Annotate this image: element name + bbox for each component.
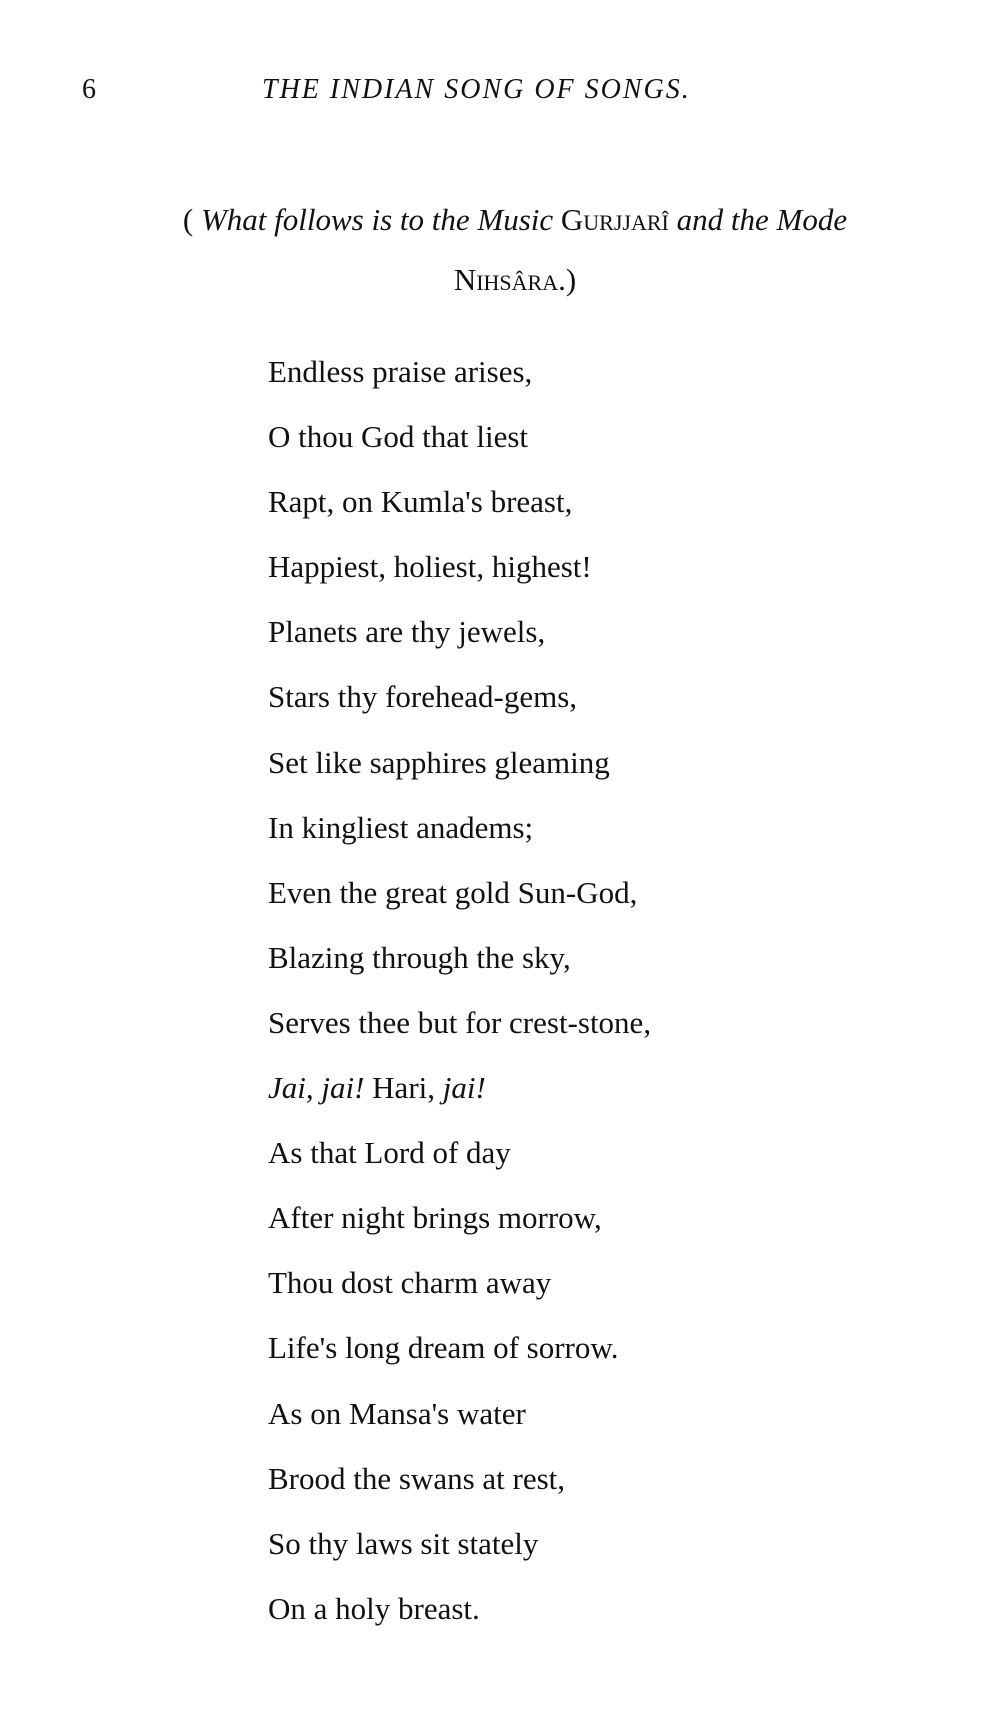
refrain-jai-jai: Jai, jai! — [268, 1070, 365, 1106]
poem-line: Blazing through the sky, — [268, 939, 571, 975]
poem-line-refrain — [268, 1068, 651, 1133]
refrain-hari: Hari, — [372, 1070, 436, 1106]
rubric-mode-name: Nihsâra — [453, 262, 559, 297]
poem-line: So thy laws sit stately — [268, 1525, 539, 1561]
poem-line: As on Mansa's water — [268, 1395, 526, 1431]
poem-line: In kingliest anadems; — [268, 809, 534, 845]
poem-line: On a holy breast. — [268, 1590, 480, 1626]
poem-line: Brood the swans at rest, — [268, 1460, 566, 1496]
rubric-phrase-2: and the Mode — [676, 202, 848, 237]
poem-line: Stars thy forehead-gems, — [268, 679, 578, 715]
rubric-music-name: Gurjjarî — [560, 202, 669, 237]
rubric-close-paren: .) — [558, 262, 577, 297]
poem-line: Rapt, on Kumla's breast, — [268, 484, 573, 520]
page-number: 6 — [82, 74, 96, 105]
rubric-phrase-1: What follows is to the Music — [200, 202, 554, 237]
poem — [268, 352, 651, 1654]
poem-line: After night brings morrow, — [268, 1200, 602, 1236]
poem-line: As that Lord of day — [268, 1135, 511, 1171]
poem-line: Set like sapphires gleaming — [268, 744, 610, 780]
running-title: THE INDIAN SONG OF SONGS. — [262, 74, 691, 105]
poem-line: Planets are thy jewels, — [268, 614, 546, 650]
poem-line: Even the great gold Sun-God, — [268, 874, 638, 910]
poem-line: O thou God that liest — [268, 419, 529, 455]
poem-line: Thou dost charm away — [268, 1265, 552, 1301]
rubric — [95, 190, 935, 310]
poem-line: Serves thee but for crest-stone, — [268, 1004, 652, 1040]
poem-line: Life's long dream of sorrow. — [268, 1330, 619, 1366]
refrain-jai: jai! — [442, 1070, 486, 1106]
poem-line: Endless praise arises, — [268, 354, 533, 389]
rubric-open-paren: ( — [182, 202, 201, 237]
poem-line: Happiest, holiest, highest! — [268, 549, 592, 585]
